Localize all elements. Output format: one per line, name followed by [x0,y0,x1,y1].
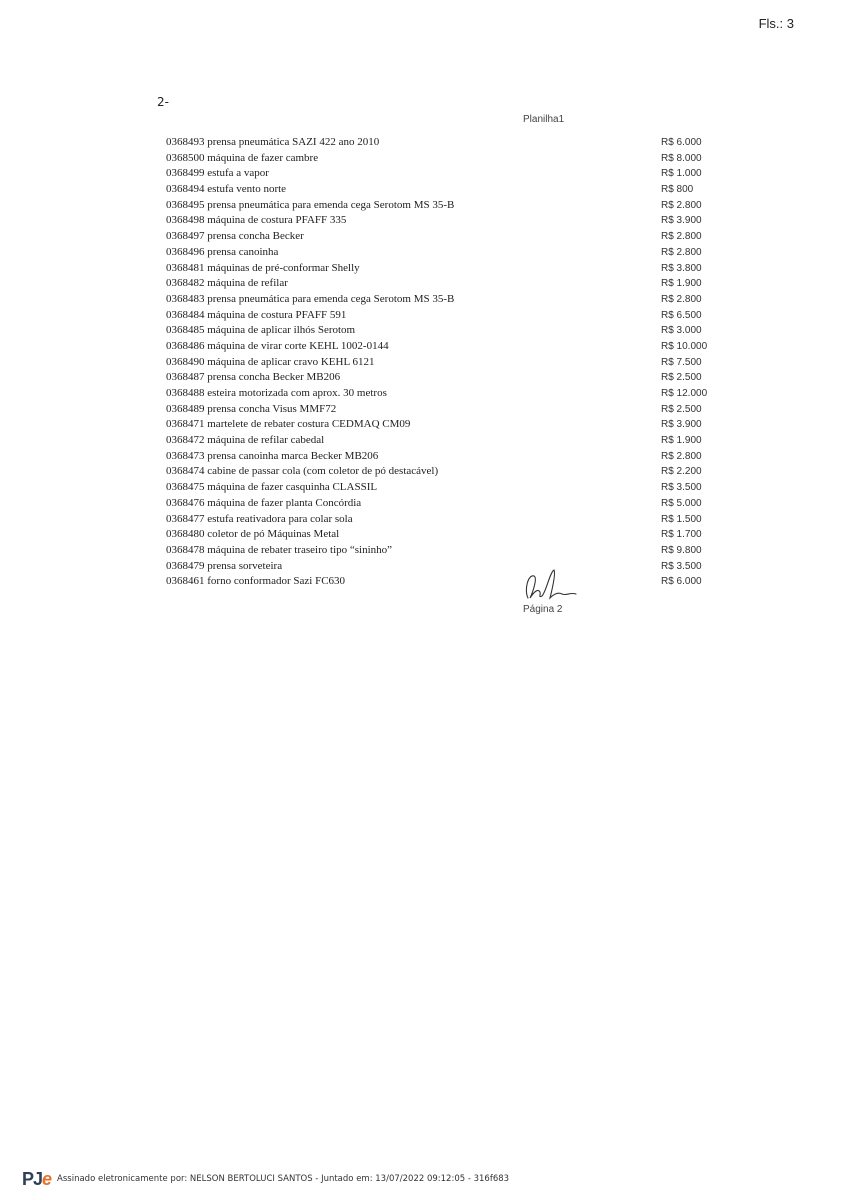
pje-logo-main: PJ [22,1169,43,1189]
item-description: 0368482 máquina de refilar [166,277,288,290]
table-row [166,496,726,512]
item-description: 0368478 máquina de rebater traseiro tipo “sininho” [166,543,393,556]
table-row [166,261,726,277]
item-value: R$ 3.900 [661,419,702,431]
item-description: 0368497 prensa concha Becker [166,230,304,243]
item-description: 0368480 coletor de pó Máquinas Metal [166,528,340,541]
signed-by-text: Assinado eletronicamente por: NELSON BERTOLUCI SANTOS - Juntado em: 13/07/2022 09:12:05 - 316f683 [57,1174,510,1184]
item-description: 0368476 máquina de fazer planta Concórdia [166,496,362,509]
item-value: R$ 7.500 [661,356,702,368]
item-value: R$ 3.000 [661,325,702,337]
table-row [166,370,726,386]
sheet-name: Planilha1 [523,114,565,125]
item-value: R$ 6.000 [661,137,702,148]
table-row [166,574,726,590]
item-value: R$ 9.800 [661,544,702,556]
table-row [166,166,726,182]
item-description: 0368485 máquina de aplicar ilhós Serotom [166,324,356,337]
item-value: R$ 10.000 [661,340,708,352]
table-row [166,229,726,245]
item-description: 0368499 estufa a vapor [166,167,269,180]
folio-number: Fls.: 3 [758,16,794,31]
table-row [166,323,726,339]
signature-footer [22,1170,509,1188]
table-row [166,527,726,543]
item-value: R$ 8.000 [661,152,702,164]
item-value: R$ 2.800 [661,231,702,243]
item-description: 0368481 máquinas de pré-conformar Shelly [166,261,360,274]
item-value: R$ 3.500 [661,482,702,494]
item-value: R$ 2.500 [661,403,702,415]
table-row [166,543,726,559]
item-value: R$ 12.000 [661,388,708,399]
item-description: 0368461 forno conformador Sazi FC630 [166,575,346,588]
item-value: R$ 3.900 [661,215,702,227]
table-row [166,559,726,575]
table-row [166,182,726,198]
item-value: R$ 2.200 [661,466,702,478]
table-row [166,276,726,292]
item-value: R$ 5.000 [661,497,702,509]
item-description: 0368493 prensa pneumática SAZI 422 ano 2010 [166,136,380,148]
table-row [166,449,726,465]
item-value: R$ 1.900 [661,278,702,290]
item-description: 0368494 estufa vento norte [166,183,287,196]
section-marker: 2- [157,95,169,109]
item-value: R$ 2.800 [661,450,702,462]
table-row [166,135,726,151]
table-row [166,464,726,480]
item-value: R$ 1.500 [661,513,702,525]
pje-logo-accent: e [42,1169,52,1189]
item-description: 0368489 prensa concha Visus MMF72 [166,402,337,415]
equipment-list [166,135,726,590]
table-row [166,433,726,449]
item-description: 0368496 prensa canoinha [166,245,279,258]
item-value: R$ 2.800 [661,246,702,258]
page-label: Página 2 [523,604,563,615]
item-value: R$ 6.000 [661,576,702,588]
item-description: 0368488 esteira motorizada com aprox. 30 metros [166,387,387,399]
item-value: R$ 2.500 [661,372,702,384]
item-value: R$ 6.500 [661,309,702,321]
item-value: R$ 2.800 [661,199,702,211]
item-description: 0368487 prensa concha Becker MB206 [166,371,341,384]
item-value: R$ 1.000 [661,168,702,180]
item-description: 0368474 cabine de passar cola (com coletor de pó destacável) [166,465,439,478]
item-description: 0368495 prensa pneumática para emenda cega Serotom MS 35-B [166,198,455,211]
table-row [166,480,726,496]
pje-logo [22,1170,51,1188]
item-description: 0368500 máquina de fazer cambre [166,151,319,164]
item-value: R$ 3.500 [661,560,702,572]
table-row [166,512,726,528]
table-row [166,213,726,229]
table-row [166,245,726,261]
table-row [166,339,726,355]
item-description: 0368486 máquina de virar corte KEHL 1002-0144 [166,339,389,352]
table-row [166,308,726,324]
item-description: 0368473 prensa canoinha marca Becker MB206 [166,449,379,462]
table-row [166,198,726,214]
table-row [166,292,726,308]
item-description: 0368483 prensa pneumática para emenda cega Serotom MS 35-B [166,292,455,305]
item-description: 0368490 máquina de aplicar cravo KEHL 6121 [166,355,375,368]
item-value: R$ 1.700 [661,529,702,541]
item-description: 0368477 estufa reativadora para colar sola [166,512,353,525]
item-value: R$ 800 [661,184,694,196]
handwritten-signature [522,568,580,604]
table-row [166,402,726,418]
item-description: 0368475 máquina de fazer casquinha CLASSIL [166,481,378,494]
item-value: R$ 1.900 [661,435,702,447]
item-description: 0368472 máquina de refilar cabedal [166,434,325,447]
item-value: R$ 2.800 [661,293,702,305]
item-description: 0368484 máquina de costura PFAFF 591 [166,308,347,321]
table-row [166,151,726,167]
item-description: 0368471 martelete de rebater costura CEDMAQ CM09 [166,418,411,431]
table-row [166,355,726,371]
table-row [166,417,726,433]
item-description: 0368498 máquina de costura PFAFF 335 [166,214,347,227]
item-description: 0368479 prensa sorveteira [166,559,283,572]
table-row [166,386,726,402]
item-value: R$ 3.800 [661,262,702,274]
